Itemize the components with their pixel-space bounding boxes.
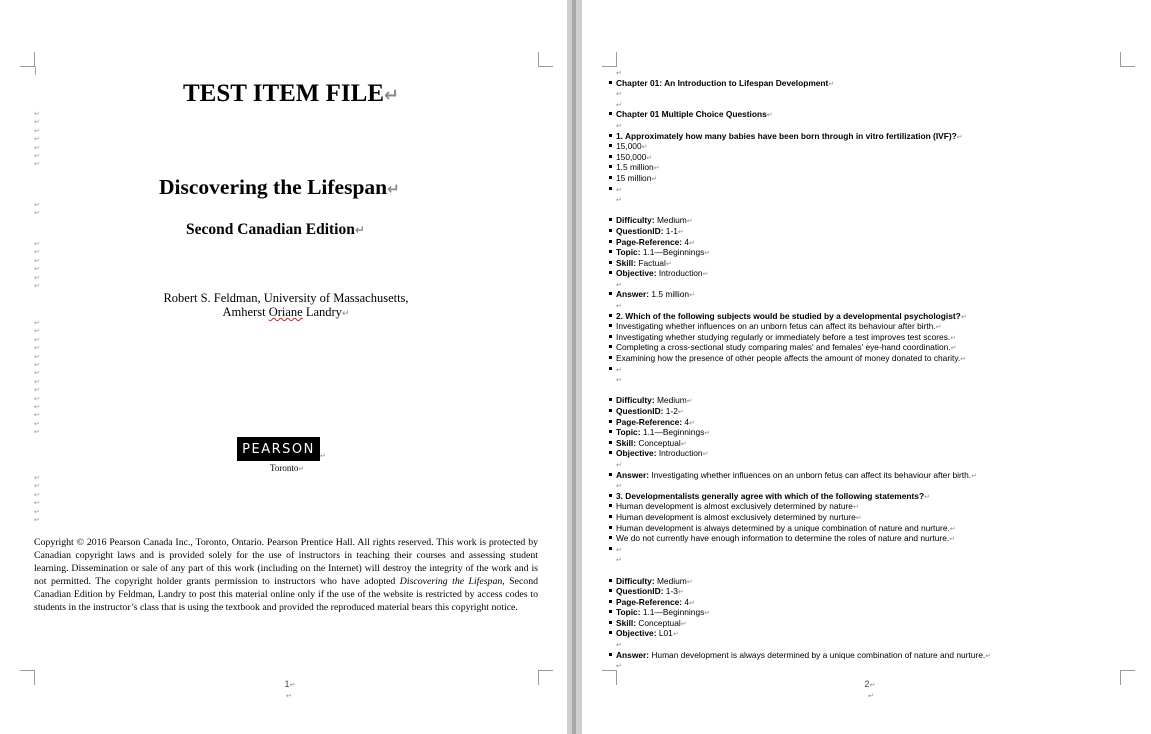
paragraph-mark: ↵ — [653, 164, 660, 173]
paragraph-mark: ↵ — [616, 376, 622, 385]
list-item-label: QuestionID: — [616, 225, 664, 236]
list-item — [609, 607, 1129, 618]
paragraph-mark: ↵ — [384, 85, 400, 106]
paragraph-mark: ↵ — [949, 524, 956, 533]
crop-mark-top-left — [602, 52, 617, 67]
empty-paragraph — [609, 120, 1129, 131]
list-item — [609, 628, 1129, 639]
bullet-square-icon — [609, 579, 612, 582]
list-item — [609, 109, 1129, 120]
list-item-text: Introduction — [656, 268, 703, 279]
list-item — [609, 131, 1129, 142]
list-item — [609, 618, 1129, 629]
paragraph-mark: ↵ — [616, 90, 622, 99]
bullet-square-icon — [609, 420, 612, 423]
list-item — [609, 427, 1129, 438]
bullet-square-icon — [609, 165, 612, 168]
blank-line — [609, 205, 1129, 216]
list-item-label: Answer: — [616, 649, 650, 660]
paragraph-mark: ↵ — [828, 79, 835, 88]
paragraph-mark: ↵ — [672, 630, 679, 639]
crop-mark-bottom-right — [1120, 670, 1135, 685]
paragraph-marks-column: ↵ ↵ ↵ ↵ ↵ ↵ ↵ — [34, 110, 40, 169]
list-item — [609, 597, 1129, 608]
list-item-label: Page-Reference: — [616, 596, 683, 607]
list-item — [609, 332, 1129, 343]
paragraph-mark: ↵ — [616, 641, 622, 650]
paragraph-mark: ↵ — [616, 196, 622, 205]
crop-mark-top-right — [1120, 52, 1135, 67]
list-item — [609, 406, 1129, 417]
list-item — [609, 226, 1129, 237]
crop-mark-bottom-left — [602, 670, 617, 685]
bullet-square-icon — [609, 451, 612, 454]
list-item — [609, 342, 1129, 353]
paragraph-mark: ↵ — [616, 121, 622, 130]
list-item — [609, 448, 1129, 459]
list-item — [609, 258, 1129, 269]
bullet-square-icon — [609, 229, 612, 232]
list-item — [609, 576, 1129, 587]
bullet-square-icon — [609, 589, 612, 592]
bullet-square-icon — [609, 398, 612, 401]
bullet-square-icon — [609, 218, 612, 221]
list-item-label: Difficulty: — [616, 575, 655, 586]
text-cursor-mark: | — [34, 66, 38, 76]
list-item-label: Skill: — [616, 257, 637, 268]
paragraph-mark: ↵ — [616, 556, 622, 565]
paragraph-mark: ↵ — [686, 577, 693, 586]
list-item — [609, 470, 1129, 481]
bullet-square-icon — [609, 271, 612, 274]
list-item-text: 1.1—Beginnings — [640, 427, 705, 438]
bullet-square-icon — [609, 176, 612, 179]
paragraph-mark: ↵ — [387, 180, 400, 198]
paragraph-mark: ↵ — [677, 227, 684, 236]
list-item-label: Chapter 01: An Introduction to Lifespan Development — [616, 77, 829, 88]
list-item — [609, 215, 1129, 226]
crop-mark-top-right — [538, 52, 553, 67]
paragraph-marks-column: ↵ ↵ — [34, 201, 40, 218]
question-list — [609, 67, 1129, 671]
list-item — [609, 141, 1129, 152]
paragraph-mark: ↵ — [702, 270, 709, 279]
author-line-2: Amherst Oriane Landry↵ — [222, 305, 350, 319]
pearson-logo: PEARSON — [237, 437, 320, 461]
paragraph-mark: ↵ — [956, 132, 963, 141]
paragraph-mark: ↵ — [704, 429, 711, 438]
paragraph-mark: ↵ — [320, 452, 326, 460]
list-item-text: Medium — [654, 395, 687, 406]
bullet-square-icon — [609, 314, 612, 317]
empty-paragraph — [609, 99, 1129, 110]
list-item — [609, 162, 1129, 173]
list-item-text: 1-2 — [663, 406, 678, 416]
bullet-square-icon — [609, 621, 612, 624]
list-item-text: L01 — [656, 628, 673, 639]
list-item-text: 1.1—Beginnings — [640, 247, 705, 258]
list-item-label: Topic: — [616, 607, 641, 618]
list-item-text: Investigating whether influences on an unborn fetus can affect its behaviour after birth. — [649, 469, 972, 480]
empty-paragraph — [609, 194, 1129, 205]
list-item-label: Skill: — [616, 617, 637, 628]
paragraph-mark: ↵ — [689, 291, 695, 300]
list-item — [609, 417, 1129, 428]
list-item-text: 1.5 million — [649, 289, 690, 300]
list-item — [609, 438, 1129, 449]
page-title: TEST ITEM FILE↵ — [183, 80, 400, 107]
list-item-text: Conceptual — [636, 617, 681, 628]
bullet-square-icon — [609, 134, 612, 137]
list-item-text: Medium — [654, 575, 687, 586]
list-item-text: 15,000 — [616, 141, 642, 152]
list-item-label: Objective: — [616, 448, 657, 459]
list-item-text: We do not currently have enough information to determine the roles of nature and nurture. — [616, 533, 950, 544]
paragraph-mark: ↵ — [704, 609, 711, 618]
paragraph-mark: ↵ — [616, 545, 622, 554]
bullet-square-icon — [609, 526, 612, 529]
paragraph-mark: ↵ — [286, 692, 292, 700]
paragraph-mark: ↵ — [354, 223, 365, 237]
empty-paragraph — [609, 480, 1129, 491]
crop-mark-bottom-left — [20, 670, 35, 685]
paragraph-mark: ↵ — [686, 397, 693, 406]
paragraph-marks-column: ↵ ↵ ↵ ↵ ↵ ↵ ↵ ↵ ↵ ↵ ↵ ↵ ↵ ↵ — [34, 319, 40, 437]
paragraph-marks-column: ↵ ↵ ↵ ↵ ↵ ↵ — [34, 474, 40, 525]
list-item — [609, 544, 1129, 555]
paragraph-mark: ↵ — [616, 482, 622, 491]
paragraph-mark: ↵ — [646, 153, 653, 162]
bullet-square-icon — [609, 515, 612, 518]
bullet-square-icon — [609, 81, 612, 84]
paragraph-mark: ↵ — [616, 185, 622, 194]
paragraph-mark: ↵ — [616, 280, 622, 289]
blank-line — [609, 565, 1129, 576]
list-item-label: Difficulty: — [616, 395, 655, 406]
list-item-text: Introduction — [656, 448, 703, 459]
list-item-label: Topic: — [616, 427, 641, 438]
list-item-text: Factual — [636, 257, 666, 268]
paragraph-mark: ↵ — [677, 408, 684, 416]
list-item-label: Answer: — [616, 469, 650, 480]
bullet-square-icon — [609, 367, 612, 370]
bullet-square-icon — [609, 536, 612, 539]
list-item-text: 1.5 million — [616, 162, 654, 173]
list-item-label: Objective: — [616, 268, 657, 279]
list-item-text: 4 — [682, 236, 690, 247]
book-title: Discovering the Lifespan↵ — [159, 175, 400, 199]
empty-paragraph — [609, 88, 1129, 99]
crop-mark-top-left — [20, 52, 35, 67]
bullet-square-icon — [609, 144, 612, 147]
copyright-notice: Copyright © 2016 Pearson Canada Inc., Toronto, Ontario. Pearson Prentice Hall. All rights reserved. This work is protected by Canadian copyright laws and is provided solely for the use of instructors in teaching their courses and assessing student learning. Dissemination or sale of any part of this work (including on the Internet) will destroy the integrity of the work and is not permitted. The copyright holder grants permission to instructors who have adopted Discovering the Lifespan, Second Canadian Edition by Feldman, Landry to post this material online only if the use of the website is restricted by access codes to students in the instructor’s class that is using the textbook and provided the reproduced material bears this copyright notice. — [34, 537, 539, 613]
bullet-square-icon — [609, 473, 612, 476]
list-item-text: Investigating whether studying regularly or immediately before a test improves test scores. — [616, 331, 951, 342]
list-item-label: 1. Approximately how many babies have been born through in vitro fertilization (IVF)? — [616, 130, 957, 141]
paragraph-mark: ↵ — [950, 333, 957, 342]
list-item-text: 150,000 — [616, 151, 647, 162]
bullet-square-icon — [609, 356, 612, 359]
bullet-square-icon — [609, 292, 612, 295]
list-item — [609, 268, 1129, 279]
paragraph-mark: ↵ — [680, 439, 687, 448]
list-item — [609, 321, 1129, 332]
bullet-square-icon — [609, 653, 612, 656]
list-item-label: Page-Reference: — [616, 236, 683, 247]
paragraph-mark: ↵ — [702, 450, 709, 459]
page-number: 2↵ — [864, 679, 876, 689]
bullet-square-icon — [609, 441, 612, 444]
paragraph-mark: ↵ — [677, 588, 684, 597]
bullet-square-icon — [609, 187, 612, 190]
edition-label: Second Canadian Edition↵ — [186, 221, 365, 238]
paragraph-mark: ↵ — [689, 238, 695, 247]
list-item-text: Medium — [654, 215, 687, 226]
empty-paragraph — [609, 300, 1129, 311]
empty-paragraph — [609, 279, 1129, 290]
paragraph-mark: ↵ — [616, 302, 622, 311]
paragraph-mark: ↵ — [651, 174, 658, 183]
list-item — [609, 586, 1129, 597]
list-item-text: Examining how the presence of other people affects the amount of money donated to charity. — [616, 353, 961, 364]
bullet-square-icon — [609, 345, 612, 348]
paragraph-mark: ↵ — [689, 598, 695, 607]
bullet-square-icon — [609, 600, 612, 603]
empty-paragraph — [609, 67, 1129, 78]
paragraph-mark: ↵ — [616, 662, 622, 671]
paragraph-mark: ↵ — [949, 535, 956, 544]
list-item-text: 1-1 — [663, 225, 678, 236]
list-item-text: Human development is almost exclusively determined by nurture — [616, 511, 856, 522]
paragraph-mark: ↵ — [985, 651, 992, 660]
paragraph-mark: ↵ — [704, 249, 711, 258]
list-item-text: 15 million — [616, 172, 652, 183]
document-page-1[interactable] — [0, 0, 567, 734]
bullet-square-icon — [609, 240, 612, 243]
bullet-square-icon — [609, 430, 612, 433]
empty-paragraph — [609, 459, 1129, 470]
bullet-square-icon — [609, 112, 612, 115]
empty-paragraph — [609, 554, 1129, 565]
bullet-square-icon — [609, 155, 612, 158]
list-item-text: 1.1—Beginnings — [640, 607, 705, 618]
list-item — [609, 501, 1129, 512]
bullet-square-icon — [609, 504, 612, 507]
paragraph-mark: ↵ — [924, 492, 930, 501]
paragraph-mark: ↵ — [971, 471, 977, 480]
list-item-text: Conceptual — [636, 437, 681, 448]
list-item — [609, 533, 1129, 544]
list-item — [609, 289, 1129, 300]
list-item-text: Investigating whether influences on an unborn fetus can affect its behaviour after birth. — [616, 321, 936, 332]
bullet-square-icon — [609, 631, 612, 634]
paragraph-mark: ↵ — [665, 259, 672, 268]
paragraph-mark: ↵ — [960, 355, 967, 364]
paragraph-mark: ↵ — [686, 217, 693, 226]
list-item — [609, 523, 1129, 534]
paragraph-mark: ↵ — [616, 100, 622, 109]
list-item-text: 1-3 — [663, 586, 678, 597]
list-item-label: Objective: — [616, 628, 657, 639]
list-item-text: Human development is almost exclusively determined by nature — [616, 501, 853, 512]
list-item — [609, 395, 1129, 406]
list-item — [609, 491, 1129, 502]
list-item-text: 4 — [682, 416, 690, 427]
list-item-label: 2. Which of the following subjects would be studied by a developmental psychologist? — [616, 310, 961, 321]
list-item-text: Human development is always determined by a unique combination of nature and nurture. — [616, 522, 950, 533]
list-item-label: Chapter 01 Multiple Choice Questions — [616, 109, 767, 120]
bullet-square-icon — [609, 409, 612, 412]
blank-line — [609, 385, 1129, 396]
author-block — [100, 291, 472, 321]
spelling-error-word[interactable]: Oriane — [268, 305, 303, 319]
list-item — [609, 311, 1129, 322]
empty-paragraph — [609, 660, 1129, 671]
paragraph-mark: ↵ — [935, 323, 942, 332]
list-item-label: QuestionID: — [616, 586, 664, 597]
publisher-city: Toronto↵ — [270, 463, 305, 473]
list-item — [609, 353, 1129, 364]
list-item-label: 3. Developmentalists generally agree with which of the following statements? — [616, 490, 925, 501]
list-item-label: Skill: — [616, 437, 637, 448]
list-item-label: Page-Reference: — [616, 416, 683, 427]
paragraph-mark: ↵ — [341, 309, 350, 319]
page-number: 1↵ — [284, 679, 296, 689]
list-item — [609, 364, 1129, 375]
list-item — [609, 184, 1129, 195]
paragraph-marks-column: ↵ ↵ ↵ ↵ ↵ ↵ — [34, 240, 40, 291]
list-item — [609, 247, 1129, 258]
author-line-1: Robert S. Feldman, University of Massachusetts, — [163, 291, 409, 305]
empty-paragraph — [609, 639, 1129, 650]
list-item-label: Answer: — [616, 289, 650, 300]
paragraph-mark: ↵ — [641, 143, 648, 152]
list-item-label: QuestionID: — [616, 406, 664, 416]
list-item — [609, 173, 1129, 184]
list-item — [609, 512, 1129, 523]
paragraph-mark: ↵ — [766, 111, 773, 120]
list-item-text: 4 — [682, 596, 690, 607]
list-item — [609, 237, 1129, 248]
bullet-square-icon — [609, 547, 612, 550]
bullet-square-icon — [609, 261, 612, 264]
list-item-text: Human development is always determined by a unique combination of nature and nurture. — [649, 649, 986, 660]
list-item — [609, 152, 1129, 163]
bullet-square-icon — [609, 335, 612, 338]
vertical-scroll-divider — [572, 0, 576, 734]
list-item — [609, 650, 1129, 661]
list-item-text: Completing a cross-sectional study comparing males' and females' eye-hand coordination. — [616, 342, 951, 353]
paragraph-mark: ↵ — [852, 503, 859, 512]
paragraph-mark: ↵ — [616, 69, 622, 77]
empty-paragraph — [609, 374, 1129, 385]
paragraph-mark: ↵ — [680, 619, 687, 628]
bullet-square-icon — [609, 494, 612, 497]
list-item-label: Topic: — [616, 247, 641, 258]
paragraph-mark: ↵ — [960, 312, 967, 321]
paragraph-mark: ↵ — [689, 418, 695, 427]
crop-mark-bottom-right — [538, 670, 553, 685]
bullet-square-icon — [609, 610, 612, 613]
paragraph-mark: ↵ — [616, 365, 622, 374]
bullet-square-icon — [609, 324, 612, 327]
list-item-label: Difficulty: — [616, 215, 655, 226]
paragraph-mark: ↵ — [868, 692, 874, 700]
paragraph-mark: ↵ — [855, 513, 862, 522]
list-item — [609, 78, 1129, 89]
paragraph-mark: ↵ — [616, 460, 622, 469]
paragraph-mark: ↵ — [950, 344, 957, 353]
bullet-square-icon — [609, 250, 612, 253]
